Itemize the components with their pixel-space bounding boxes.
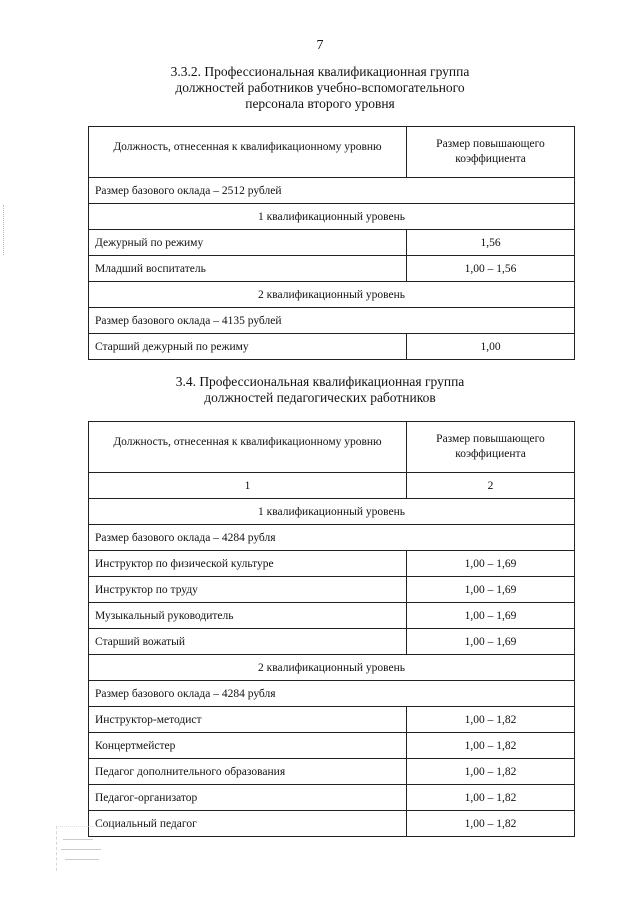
table-row xyxy=(89,629,575,655)
table-row xyxy=(89,473,575,499)
coefficient-value: 1,00 – 1,82 xyxy=(407,759,575,785)
position-name: Дежурный по режиму xyxy=(89,230,407,256)
position-name: Социальный педагог xyxy=(89,811,407,837)
section-heading-3-4 xyxy=(0,374,640,406)
heading-line: должностей педагогических работников xyxy=(204,390,436,405)
position-name: Инструктор по труду xyxy=(89,577,407,603)
table-row xyxy=(89,551,575,577)
table-row xyxy=(89,308,575,334)
base-salary-text: Размер базового оклада – 4284 рубля xyxy=(89,525,575,551)
qualification-table-2 xyxy=(88,421,575,837)
table-row xyxy=(89,759,575,785)
base-salary-text: Размер базового оклада – 4135 рублей xyxy=(89,308,575,334)
margin-scan-marks xyxy=(3,205,8,255)
position-name: Педагог-организатор xyxy=(89,785,407,811)
position-name: Инструктор по физической культуре xyxy=(89,551,407,577)
page-number: 7 xyxy=(316,38,324,53)
coefficient-value: 1,00 – 1,69 xyxy=(407,603,575,629)
coefficient-value: 1,00 – 1,69 xyxy=(407,577,575,603)
header-position: Должность, отнесенная к квалификационному уровню xyxy=(89,422,407,473)
table-row xyxy=(89,785,575,811)
table-row xyxy=(89,707,575,733)
coefficient-value: 1,00 – 1,82 xyxy=(407,707,575,733)
qualification-level-label: 2 квалификационный уровень xyxy=(89,655,575,681)
position-name: Педагог дополнительного образования xyxy=(89,759,407,785)
faint-stamp-mark xyxy=(56,826,111,871)
heading-line: персонала второго уровня xyxy=(245,96,395,111)
coefficient-value: 1,00 – 1,82 xyxy=(407,785,575,811)
position-name: Младший воспитатель xyxy=(89,256,407,282)
qualification-level-label: 1 квалификационный уровень xyxy=(89,499,575,525)
table-row xyxy=(89,256,575,282)
table-row xyxy=(89,655,575,681)
table-row xyxy=(89,733,575,759)
coefficient-value: 1,00 – 1,82 xyxy=(407,811,575,837)
table-row xyxy=(89,499,575,525)
position-name: Музыкальный руководитель xyxy=(89,603,407,629)
coefficient-value: 1,00 – 1,82 xyxy=(407,733,575,759)
qualification-table-1 xyxy=(88,126,575,360)
position-name: Инструктор-методист xyxy=(89,707,407,733)
heading-line: должностей работников учебно-вспомогательного xyxy=(175,80,465,95)
table-header-row xyxy=(89,127,575,178)
coefficient-value: 1,56 xyxy=(407,230,575,256)
table-row xyxy=(89,204,575,230)
header-coefficient: Размер повышающего коэффициента xyxy=(407,422,575,473)
position-name: Старший дежурный по режиму xyxy=(89,334,407,360)
header-position: Должность, отнесенная к квалификационному уровню xyxy=(89,127,407,178)
section-heading-3-3-2 xyxy=(0,64,640,112)
qualification-level-label: 1 квалификационный уровень xyxy=(89,204,575,230)
table-row xyxy=(89,334,575,360)
header-coefficient: Размер повышающего коэффициента xyxy=(407,127,575,178)
table-row xyxy=(89,282,575,308)
table-row xyxy=(89,603,575,629)
coefficient-value: 1,00 xyxy=(407,334,575,360)
table-row xyxy=(89,577,575,603)
column-number: 1 xyxy=(89,473,407,499)
heading-line: 3.4. Профессиональная квалификационная группа xyxy=(175,374,465,389)
base-salary-text: Размер базового оклада – 4284 рубля xyxy=(89,681,575,707)
base-salary-text: Размер базового оклада – 2512 рублей xyxy=(89,178,575,204)
coefficient-value: 1,00 – 1,69 xyxy=(407,551,575,577)
table-row xyxy=(89,178,575,204)
coefficient-value: 1,00 – 1,56 xyxy=(407,256,575,282)
qualification-level-label: 2 квалификационный уровень xyxy=(89,282,575,308)
table-row xyxy=(89,230,575,256)
heading-line: 3.3.2. Профессиональная квалификационная группа xyxy=(170,64,470,79)
position-name: Концертмейстер xyxy=(89,733,407,759)
table-row xyxy=(89,811,575,837)
position-name: Старший вожатый xyxy=(89,629,407,655)
table-header-row xyxy=(89,422,575,473)
table-row xyxy=(89,681,575,707)
coefficient-value: 1,00 – 1,69 xyxy=(407,629,575,655)
column-number: 2 xyxy=(407,473,575,499)
table-row xyxy=(89,525,575,551)
